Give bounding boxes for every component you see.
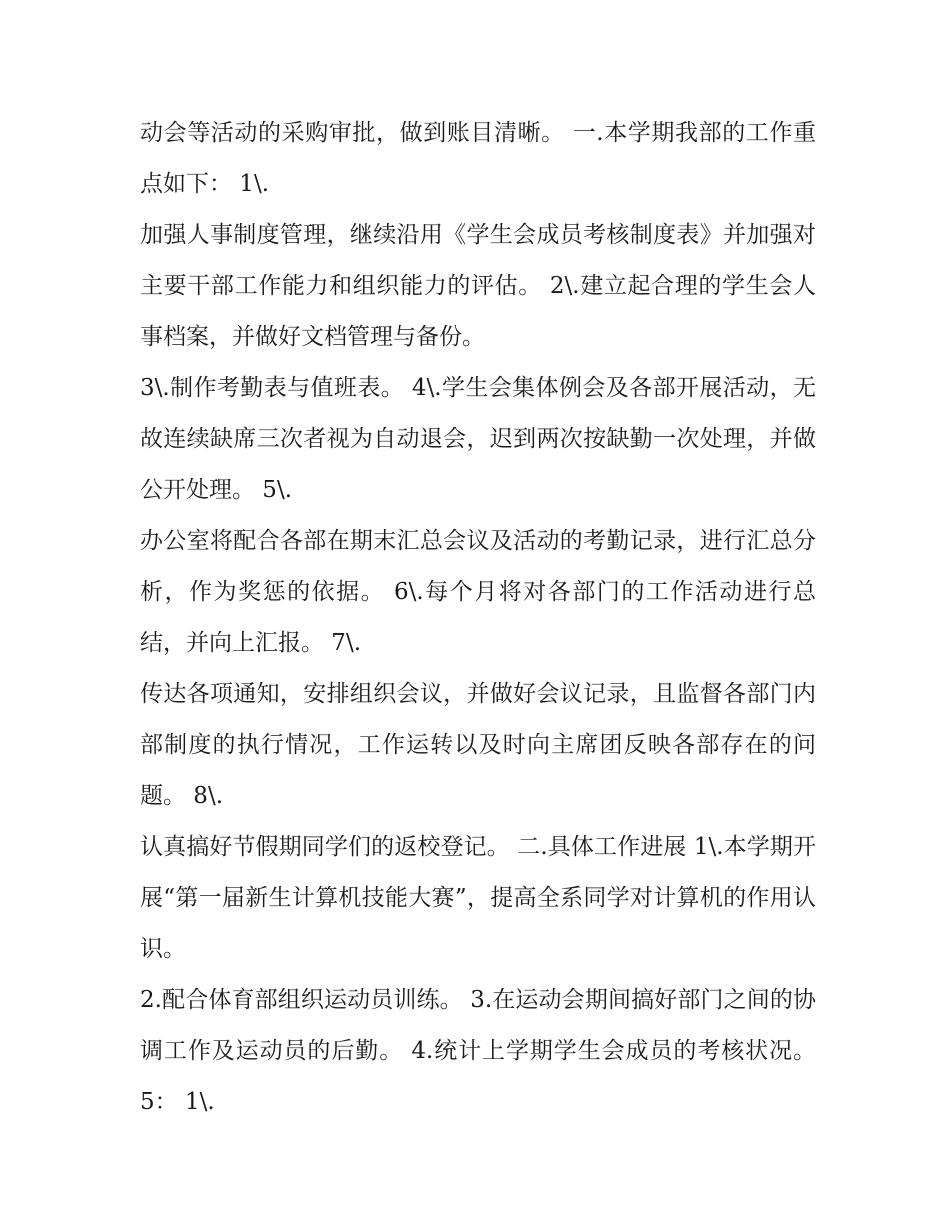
paragraph-7: 2.配合体育部组织运动员训练。 3.在运动会期间搞好部门之间的协调工作及运动员的后勤。 4.统计上学期学生会成员的考核状况。 5： 1\. xyxy=(140,987,816,1115)
paragraph-3: 3\.制作考勤表与值班表。 4\.学生会集体例会及各部开展活动，无故连续缺席三次者视为自动退会，迟到两次按缺勤一次处理，并做公开处理。 5\. xyxy=(140,375,816,503)
paragraph-2: 加强人事制度管理，继续沿用《学生会成员考核制度表》并加强对主要干部工作能力和组织能力的评估。 2\.建立起合理的学生会人事档案，并做好文档管理与备份。 xyxy=(140,222,816,350)
document-body xyxy=(140,108,816,1128)
paragraph-4: 办公室将配合各部在期末汇总会议及活动的考勤记录，进行汇总分析，作为奖惩的依据。 6\.每个月将对各部门的工作活动进行总结，并向上汇报。 7\. xyxy=(140,528,816,656)
paragraph-6: 认真搞好节假期同学们的返校登记。 二.具体工作进展 1\.本学期开展“第一届新生计算机技能大赛”，提高全系同学对计算机的作用认识。 xyxy=(140,834,816,962)
paragraph-5: 传达各项通知，安排组织会议，并做好会议记录，且监督各部门内部制度的执行情况，工作运转以及时向主席团反映各部存在的问题。 8\. xyxy=(140,681,816,809)
paragraph-1: 动会等活动的采购审批，做到账目清晰。 一.本学期我部的工作重点如下： 1\. xyxy=(140,120,816,197)
